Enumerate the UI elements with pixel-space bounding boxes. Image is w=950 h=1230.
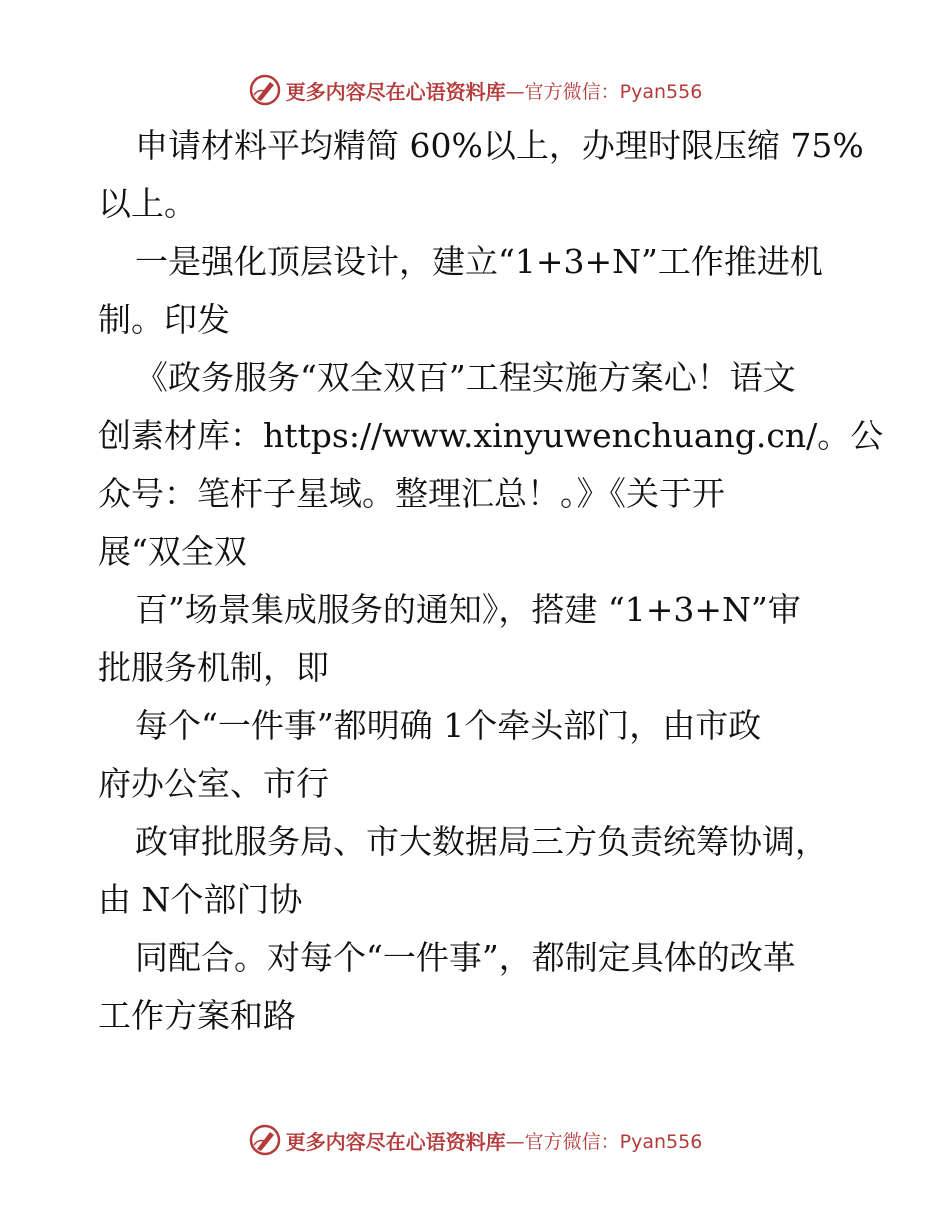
text-line: 府办公室、市行 xyxy=(98,764,329,803)
text-line: 申请材料平均精简 60%以上，办理时限压缩 75% xyxy=(135,126,864,165)
footer-brand: 更多内容尽在心语资料库 xyxy=(285,1129,506,1154)
text-line: 每个“一件事”都明确 1个牵头部门，由市政 xyxy=(135,706,762,745)
text-line: 一是强化顶层设计，建立“1+3+N”工作推进机 xyxy=(135,242,823,281)
text-line: 政审批服务局、市大数据局三方负责统筹协调， xyxy=(135,822,828,861)
text-line: 众号：笔杆子星域。整理汇总！。》《关于开 xyxy=(98,474,725,513)
text-line: 创素材库：https://www.xinyuwenchuang.cn/。公 xyxy=(98,416,884,455)
text-line: 制。印发 xyxy=(98,300,230,339)
pen-logo-icon xyxy=(248,73,282,107)
text-line: 批服务机制，即 xyxy=(98,648,329,687)
text-line: 展“双全双 xyxy=(98,532,247,571)
header-contact: —官方微信：Pyan556 xyxy=(505,80,703,103)
footer-watermark xyxy=(0,1120,950,1160)
text-line: 百”场景集成服务的通知》，搭建 “1+3+N”审 xyxy=(135,590,801,629)
pen-logo-icon xyxy=(248,1123,282,1157)
text-line: 以上。 xyxy=(98,184,197,223)
text-line: 同配合。对每个“一件事”，都制定具体的改革 xyxy=(135,938,796,977)
text-line: 工作方案和路 xyxy=(98,996,296,1035)
header-watermark xyxy=(0,70,950,110)
text-line: 由 N个部门协 xyxy=(98,880,303,919)
text-line: 《政务服务“双全双百”工程实施方案心！语文 xyxy=(135,358,796,397)
header-brand: 更多内容尽在心语资料库 xyxy=(285,79,506,104)
footer-contact: —官方微信：Pyan556 xyxy=(505,1130,703,1153)
